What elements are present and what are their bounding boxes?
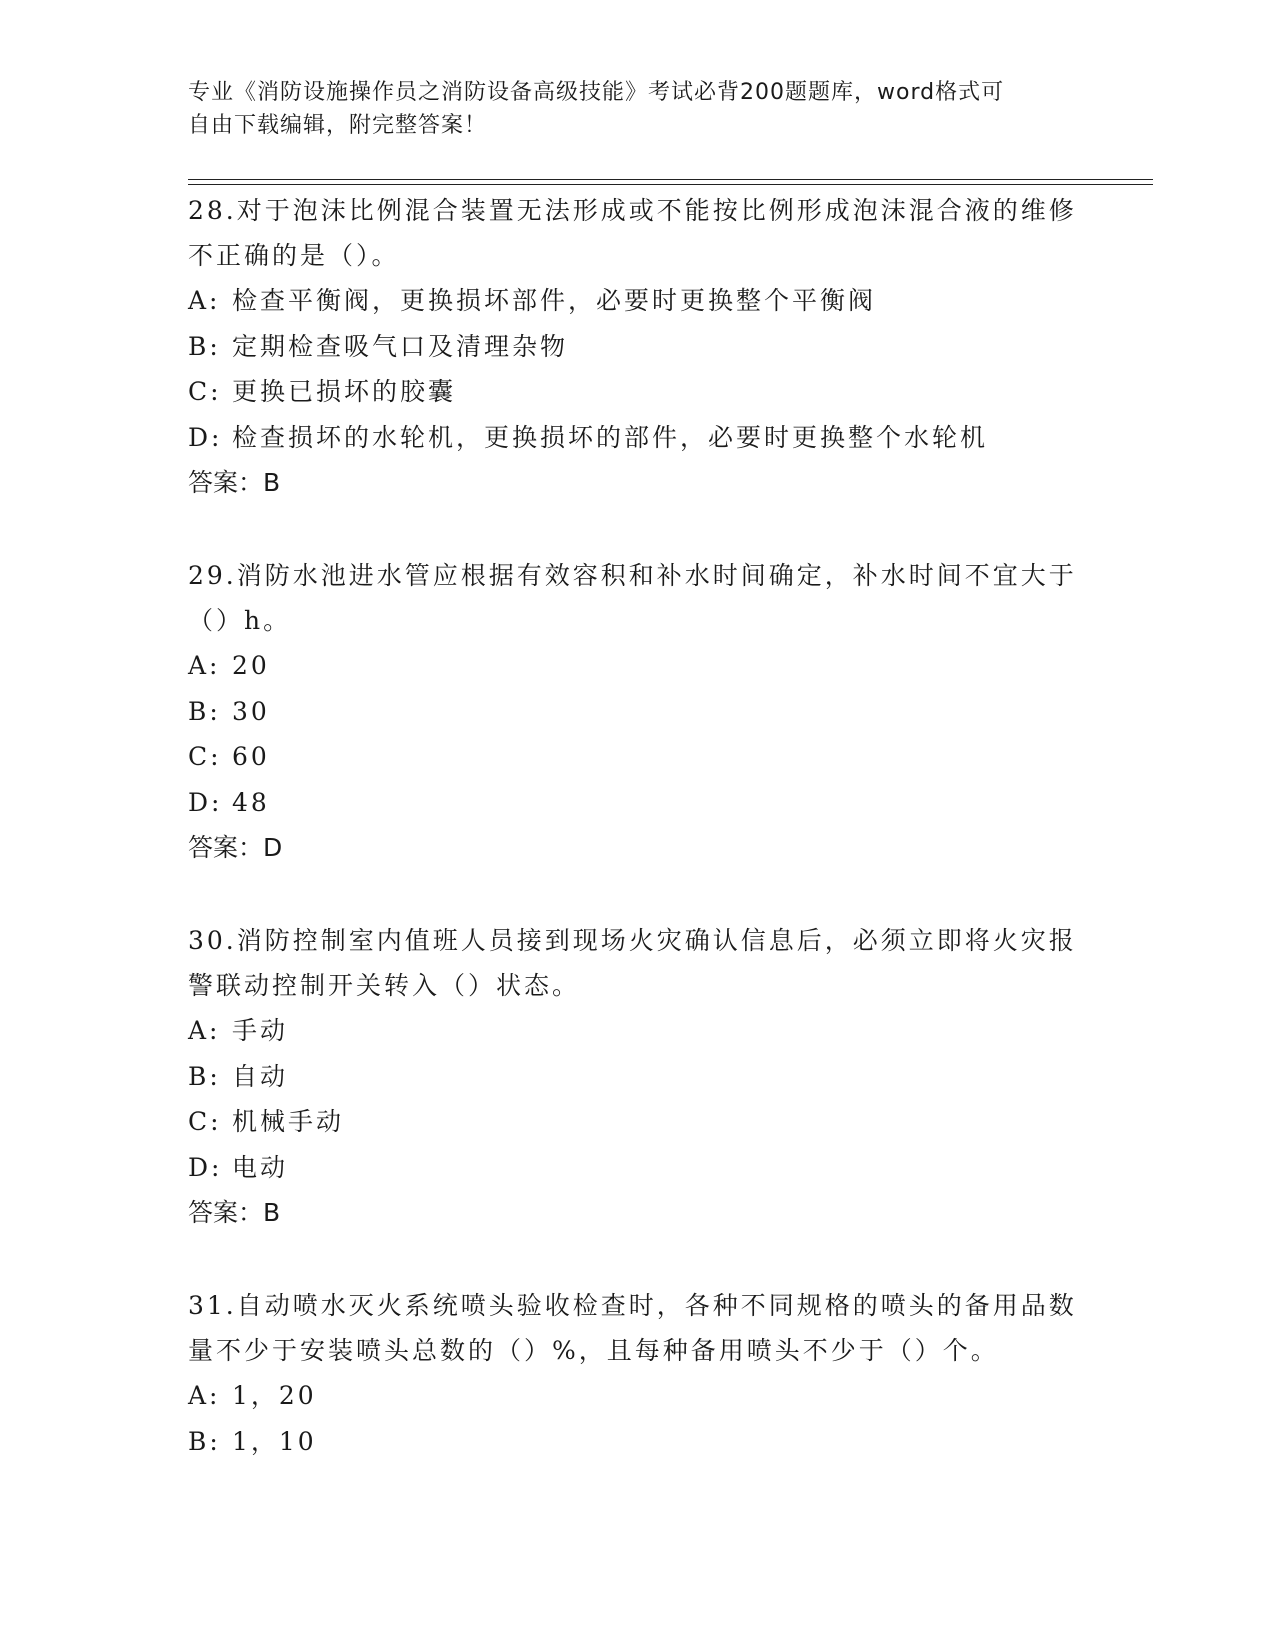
option-text: 30: [232, 696, 270, 726]
option-c: [188, 734, 1088, 780]
question-30: [188, 918, 1088, 1235]
header-line-1: 专业《消防设施操作员之消防设备高级技能》考试必背200题题库，word格式可: [188, 80, 1005, 105]
option-text: 60: [232, 742, 270, 771]
option-letter: A:: [188, 1381, 221, 1410]
option-letter: D:: [188, 1152, 223, 1182]
option-a: [188, 643, 1088, 689]
option-text: 检查损坏的水轮机，更换损坏的部件，必要时更换整个水轮机: [232, 422, 989, 452]
question-list: [188, 188, 1088, 1512]
option-text: 机械手动: [232, 1107, 345, 1136]
question-stem: 28.对于泡沫比例混合装置无法形成或不能按比例形成泡沫混合液的维修不正确的是（）。: [188, 196, 1077, 270]
option-text: 20: [232, 651, 270, 680]
option-text: 定期检查吸气口及清理杂物: [232, 331, 569, 361]
option-b: [188, 1419, 1088, 1465]
option-c: [188, 1099, 1088, 1145]
option-d: [188, 780, 1088, 826]
question-stem: 31.自动喷水灭火系统喷头验收检查时，各种不同规格的喷头的备用品数量不少于安装喷头总数的（）%，且每种备用喷头不少于（）个。: [188, 1291, 1077, 1365]
answer-line: 答案：D: [188, 833, 283, 862]
option-a: [188, 1008, 1088, 1054]
option-b: [188, 689, 1088, 735]
option-text: 48: [232, 787, 270, 817]
option-letter: A:: [188, 651, 221, 680]
option-letter: D:: [188, 422, 223, 452]
option-letter: B:: [188, 1061, 221, 1091]
option-letter: C:: [188, 377, 222, 406]
option-b: [188, 324, 1088, 370]
option-text: 自动: [232, 1061, 289, 1091]
option-b: [188, 1054, 1088, 1100]
option-letter: B:: [188, 1426, 221, 1456]
option-a: [188, 1373, 1088, 1419]
option-letter: B:: [188, 696, 221, 726]
answer-line: 答案：B: [188, 468, 281, 497]
header-line-2: 自由下载编辑，附完整答案！: [188, 113, 488, 138]
question-31: [188, 1283, 1088, 1464]
option-letter: C:: [188, 742, 222, 771]
option-text: 更换已损坏的胶囊: [232, 377, 457, 406]
answer-line: 答案：B: [188, 1198, 281, 1227]
option-letter: A:: [188, 286, 221, 315]
question-stem: 30.消防控制室内值班人员接到现场火灾确认信息后，必须立即将火灾报警联动控制开关转入（）状态。: [188, 926, 1077, 1000]
question-29: [188, 553, 1088, 870]
option-text: 手动: [232, 1016, 289, 1045]
option-text: 电动: [232, 1152, 289, 1182]
header-divider-top: [188, 179, 1153, 180]
question-28: [188, 188, 1088, 505]
option-letter: B:: [188, 331, 221, 361]
option-a: [188, 278, 1088, 324]
option-d: [188, 1145, 1088, 1191]
option-d: [188, 415, 1088, 461]
header-divider-bottom: [188, 184, 1153, 185]
option-text: 1，10: [232, 1426, 317, 1456]
option-letter: D:: [188, 787, 223, 817]
option-text: 1，20: [232, 1381, 317, 1410]
option-c: [188, 369, 1088, 415]
document-header: [188, 76, 1068, 142]
option-letter: A:: [188, 1016, 221, 1045]
option-letter: C:: [188, 1107, 222, 1136]
question-stem: 29.消防水池进水管应根据有效容积和补水时间确定，补水时间不宜大于（）h。: [188, 561, 1077, 635]
option-text: 检查平衡阀，更换损坏部件，必要时更换整个平衡阀: [232, 286, 877, 315]
